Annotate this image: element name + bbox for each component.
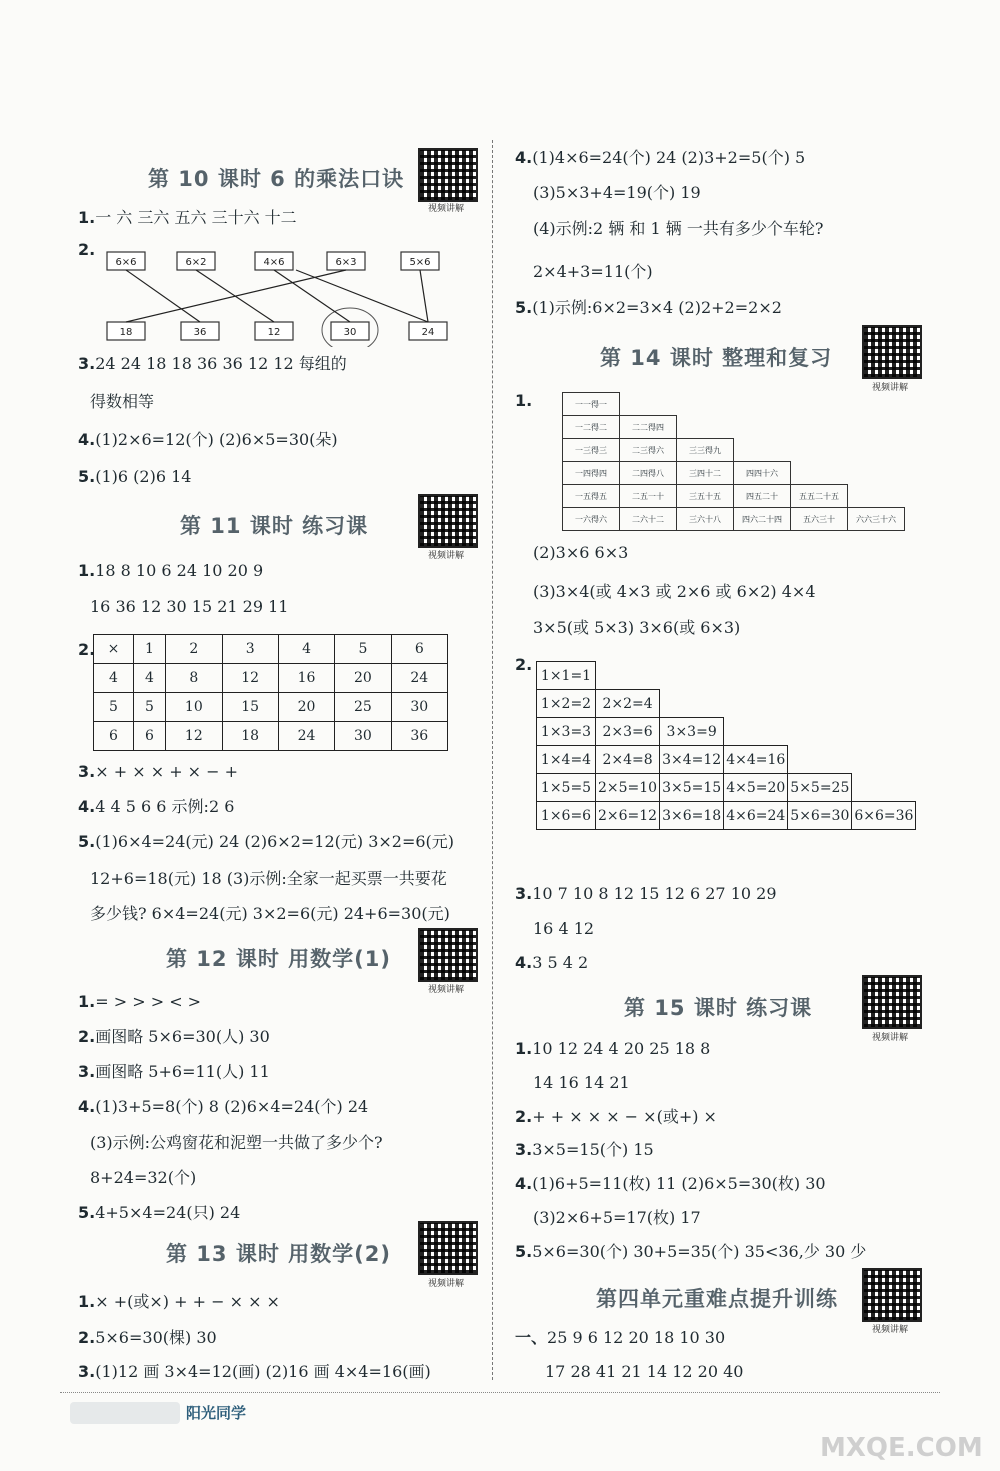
rhyme-cell: 三六十八: [677, 508, 734, 531]
multiplication-rhyme-table: [562, 392, 905, 531]
q-number: 3.: [78, 762, 96, 781]
q-number: 4.: [78, 1097, 96, 1116]
q-number: 2.: [515, 1107, 533, 1126]
empty-cell: [724, 718, 788, 746]
q-number: 2.: [78, 1328, 96, 1347]
multiplication-grid: [93, 634, 448, 751]
q-number: 2.: [78, 1027, 96, 1046]
q-number: 5.: [515, 1242, 533, 1261]
table-cell: 4: [133, 664, 165, 693]
mult-cell: 3×5=15: [660, 774, 724, 802]
mult-cell: 4×4=16: [724, 746, 788, 774]
table-cell: 18: [222, 722, 278, 751]
answer-line: (3)5×3+4=19(个) 19: [533, 183, 701, 202]
empty-cell: [848, 439, 905, 462]
qr-code-icon[interactable]: [862, 325, 922, 379]
mult-cell: 1×2=2: [537, 690, 596, 718]
answer-line: 2×4+3=11(个): [533, 262, 653, 281]
mult-cell: 2×3=6: [596, 718, 660, 746]
mult-cell: 4×6=24: [724, 802, 788, 830]
answer-line: × +(或×) + + − × × ×: [95, 1292, 280, 1311]
table-cell: 4: [278, 635, 334, 664]
rhyme-cell: 一一得一: [563, 393, 620, 416]
rhyme-cell: 四六二十四: [734, 508, 791, 531]
rhyme-cell: 三三得九: [677, 439, 734, 462]
unit-4-title: 第四单元重难点提升训练: [596, 1287, 838, 1311]
answer-line: 8+24=32(个): [90, 1168, 197, 1187]
rhyme-cell: 五六三十: [791, 508, 848, 531]
mult-cell: 5×5=25: [788, 774, 852, 802]
qr-code-icon[interactable]: [862, 1268, 922, 1322]
table-cell: 2: [166, 635, 222, 664]
rhyme-cell: 二四得八: [620, 462, 677, 485]
table-cell: ×: [94, 635, 134, 664]
empty-cell: [724, 662, 788, 690]
answer-line: 画图略 5×6=30(人) 30: [95, 1027, 270, 1046]
match-label-bottom: 30: [343, 327, 357, 338]
qr-code-icon[interactable]: [862, 975, 922, 1029]
qr-code-icon[interactable]: [418, 148, 478, 202]
q-number: 一、: [515, 1328, 548, 1347]
table-cell: 5: [335, 635, 391, 664]
answer-line: (1)3+5=8(个) 8 (2)6×4=24(个) 24: [95, 1097, 369, 1116]
rhyme-cell: 一六得六: [563, 508, 620, 531]
mult-cell: 5×6=30: [788, 802, 852, 830]
empty-cell: [852, 774, 916, 802]
match-line: [126, 270, 200, 322]
table-cell: 30: [391, 693, 447, 722]
q-number: 5.: [515, 298, 533, 317]
brand-logo: 阳光同学: [186, 1404, 247, 1422]
answer-line: (1)6+5=11(枚) 11 (2)6×5=30(枚) 30: [532, 1174, 826, 1193]
empty-cell: [788, 746, 852, 774]
rhyme-cell: 二二得四: [620, 416, 677, 439]
table-cell: 20: [335, 664, 391, 693]
table-cell: 12: [166, 722, 222, 751]
table-row: [537, 690, 916, 718]
table-cell: 6: [391, 635, 447, 664]
lesson-13-title: 第 13 课时 用数学(2): [166, 1242, 391, 1266]
footer-logo-icon: [70, 1402, 180, 1424]
q-number: 4.: [515, 953, 533, 972]
empty-cell: [791, 393, 848, 416]
match-label-top: 6×3: [335, 257, 357, 268]
answer-line: 3×5=15(个) 15: [532, 1140, 654, 1159]
answer-line: 24 24 18 18 36 36 12 12 每组的: [95, 354, 347, 373]
answer-line: (1)6 (2)6 14: [95, 467, 192, 486]
q-number: 4.: [78, 797, 96, 816]
answer-line: = > > > < >: [95, 992, 202, 1011]
table-row: [563, 439, 905, 462]
table-cell: 4: [94, 664, 134, 693]
rhyme-cell: 二五一十: [620, 485, 677, 508]
table-row: [94, 722, 448, 751]
table-row: [537, 774, 916, 802]
qr-caption: 视频讲解: [871, 383, 908, 393]
answer-line: × + × × + × − +: [95, 762, 239, 781]
watermark: MXQE.COM: [820, 1433, 983, 1463]
answer-line: (1)12 画 3×4=12(画) (2)16 画 4×4=16(画): [95, 1362, 431, 1381]
empty-cell: [791, 462, 848, 485]
answer-line: 16 4 12: [533, 919, 595, 938]
answer-line: 得数相等: [90, 392, 155, 411]
match-label-bottom: 18: [119, 327, 133, 338]
mult-cell: 2×4=8: [596, 746, 660, 774]
empty-cell: [852, 746, 916, 774]
match-label-bottom: 24: [421, 327, 435, 338]
rhyme-cell: 一五得五: [563, 485, 620, 508]
empty-cell: [660, 690, 724, 718]
qr-code-icon[interactable]: [418, 494, 478, 548]
table-cell: 3: [222, 635, 278, 664]
answer-line: 16 36 12 30 15 21 29 11: [90, 597, 289, 616]
q-number: 2.: [78, 240, 96, 259]
table-row: [563, 416, 905, 439]
table-row: [94, 664, 448, 693]
mult-cell: 2×2=4: [596, 690, 660, 718]
answer-line: 一 六 三六 五六 三十六 十二: [95, 208, 297, 227]
match-label-top: 6×6: [115, 257, 137, 268]
empty-cell: [660, 662, 724, 690]
empty-cell: [620, 393, 677, 416]
column-divider: [492, 140, 493, 1380]
match-line: [296, 270, 428, 322]
rhyme-cell: 一三得三: [563, 439, 620, 462]
table-cell: 10: [166, 693, 222, 722]
q-number: 3.: [78, 1362, 96, 1381]
q-number: 2.: [78, 640, 96, 659]
table-row: [537, 718, 916, 746]
q-number: 3.: [515, 1140, 533, 1159]
rhyme-cell: 一二得二: [563, 416, 620, 439]
rhyme-cell: 三四十二: [677, 462, 734, 485]
table-cell: 36: [391, 722, 447, 751]
answer-line: (1)示例:6×2=3×4 (2)2+2=2×2: [532, 298, 782, 317]
lesson-15-title: 第 15 课时 练习课: [624, 996, 813, 1020]
qr-caption: 视频讲解: [427, 204, 464, 214]
mult-cell: 4×5=20: [724, 774, 788, 802]
empty-cell: [848, 393, 905, 416]
answer-line: 18 8 10 6 24 10 20 9: [95, 561, 264, 580]
answer-line: 12+6=18(元) 18 (3)示例:全家一起买票一共要花: [90, 869, 447, 888]
answer-line: (2)3×6 6×3: [533, 543, 629, 562]
empty-cell: [734, 393, 791, 416]
table-row: [537, 662, 916, 690]
answer-line: (1)2×6=12(个) (2)6×5=30(朵): [95, 430, 338, 449]
match-label-top: 4×6: [263, 257, 285, 268]
answer-line: 10 12 24 4 20 25 18 8: [532, 1039, 711, 1058]
lesson-12-title: 第 12 课时 用数学(1): [166, 947, 391, 971]
answer-line: 3 5 4 2: [532, 953, 589, 972]
mult-cell: 1×5=5: [537, 774, 596, 802]
empty-cell: [852, 690, 916, 718]
table-row: [537, 746, 916, 774]
empty-cell: [852, 718, 916, 746]
q-number: 3.: [78, 1062, 96, 1081]
rhyme-cell: 四五二十: [734, 485, 791, 508]
mult-cell: 3×3=9: [660, 718, 724, 746]
answer-line: + + × × × − ×(或+) ×: [532, 1107, 717, 1126]
table-row: [563, 462, 905, 485]
qr-code-icon[interactable]: [418, 1221, 478, 1275]
empty-cell: [788, 662, 852, 690]
mult-cell: 2×5=10: [596, 774, 660, 802]
mult-cell: 1×4=4: [537, 746, 596, 774]
q-number: 4.: [78, 430, 96, 449]
empty-cell: [734, 416, 791, 439]
empty-cell: [734, 439, 791, 462]
match-line: [420, 270, 428, 322]
table-cell: 12: [222, 664, 278, 693]
table-row: [563, 393, 905, 416]
q-number: 1.: [515, 1039, 533, 1058]
q-number: 1.: [78, 992, 96, 1011]
answer-line: 3×5(或 5×3) 3×6(或 6×3): [533, 618, 741, 637]
table-cell: 15: [222, 693, 278, 722]
answer-line: 25 9 6 12 20 18 10 30: [547, 1328, 726, 1347]
qr-caption: 视频讲解: [871, 1325, 908, 1335]
empty-cell: [848, 462, 905, 485]
multiplication-staircase-table: [536, 661, 916, 830]
qr-caption: 视频讲解: [427, 1279, 464, 1289]
rhyme-cell: 二六十二: [620, 508, 677, 531]
mult-cell: 1×1=1: [537, 662, 596, 690]
empty-cell: [724, 690, 788, 718]
table-cell: 8: [166, 664, 222, 693]
mult-cell: 1×3=3: [537, 718, 596, 746]
answer-line: (1)4×6=24(个) 24 (2)3+2=5(个) 5: [532, 148, 806, 167]
empty-cell: [852, 662, 916, 690]
q-number: 5.: [78, 467, 96, 486]
answer-line: (3)3×4(或 4×3 或 2×6 或 6×2) 4×4: [533, 582, 816, 601]
mult-cell: 3×4=12: [660, 746, 724, 774]
qr-caption: 视频讲解: [871, 1033, 908, 1043]
table-row: [94, 635, 448, 664]
answer-line: (4)示例:2 辆 和 1 辆 一共有多少个车轮?: [533, 219, 824, 238]
empty-cell: [788, 718, 852, 746]
rhyme-cell: 五五二十五: [791, 485, 848, 508]
q-number: 1.: [78, 1292, 96, 1311]
table-cell: 6: [133, 722, 165, 751]
answer-line: 4+5×4=24(只) 24: [95, 1203, 241, 1222]
answer-line: 多少钱? 6×4=24(元) 3×2=6(元) 24+6=30(元): [90, 904, 450, 923]
empty-cell: [677, 416, 734, 439]
qr-caption: 视频讲解: [427, 985, 464, 995]
empty-cell: [791, 439, 848, 462]
table-row: [563, 485, 905, 508]
empty-cell: [677, 393, 734, 416]
rhyme-cell: 二三得六: [620, 439, 677, 462]
table-cell: 1: [133, 635, 165, 664]
answer-line: 10 7 10 8 12 15 12 6 27 10 29: [532, 884, 777, 903]
mult-cell: 3×6=18: [660, 802, 724, 830]
q-number: 1.: [515, 391, 533, 410]
empty-cell: [788, 690, 852, 718]
match-label-top: 6×2: [185, 257, 207, 268]
table-cell: 6: [94, 722, 134, 751]
rhyme-cell: 四四十六: [734, 462, 791, 485]
match-label-bottom: 36: [193, 327, 207, 338]
answer-line: 4 4 5 6 6 示例:2 6: [95, 797, 235, 816]
empty-cell: [848, 416, 905, 439]
rhyme-cell: 六六三十六: [848, 508, 905, 531]
mult-cell: 6×6=36: [852, 802, 916, 830]
q-number: 5.: [78, 1203, 96, 1222]
table-cell: 5: [94, 693, 134, 722]
table-cell: 25: [335, 693, 391, 722]
answer-line: 14 16 14 21: [533, 1073, 630, 1092]
matching-diagram: [95, 242, 455, 347]
answer-line: (3)2×6+5=17(枚) 17: [533, 1208, 701, 1227]
answer-line: 17 28 41 21 14 12 20 40: [545, 1362, 744, 1381]
answer-line: (1)6×4=24(元) 24 (2)6×2=12(元) 3×2=6(元): [95, 832, 455, 851]
lesson-11-title: 第 11 课时 练习课: [180, 514, 369, 538]
table-cell: 5: [133, 693, 165, 722]
table-cell: 30: [335, 722, 391, 751]
mult-cell: 2×6=12: [596, 802, 660, 830]
mult-cell: 1×6=6: [537, 802, 596, 830]
q-number: 3.: [78, 354, 96, 373]
match-label-top: 5×6: [409, 257, 431, 268]
q-number: 5.: [78, 832, 96, 851]
q-number: 4.: [515, 1174, 533, 1193]
table-row: [563, 508, 905, 531]
q-number: 1.: [78, 208, 96, 227]
footer-rule: [60, 1392, 940, 1393]
q-number: 3.: [515, 884, 533, 903]
rhyme-cell: 一四得四: [563, 462, 620, 485]
empty-cell: [791, 416, 848, 439]
q-number: 4.: [515, 148, 533, 167]
q-number: 2.: [515, 655, 533, 674]
lesson-14-title: 第 14 课时 整理和复习: [600, 346, 833, 370]
qr-code-icon[interactable]: [418, 928, 478, 982]
answer-line: (3)示例:公鸡窗花和泥塑一共做了多少个?: [90, 1133, 383, 1152]
table-cell: 16: [278, 664, 334, 693]
empty-cell: [596, 662, 660, 690]
table-row: [94, 693, 448, 722]
q-number: 1.: [78, 561, 96, 580]
empty-cell: [848, 485, 905, 508]
table-cell: 20: [278, 693, 334, 722]
answer-line: 画图略 5+6=11(人) 11: [95, 1062, 270, 1081]
rhyme-cell: 三五十五: [677, 485, 734, 508]
answer-line: 5×6=30(棵) 30: [95, 1328, 217, 1347]
qr-caption: 视频讲解: [427, 551, 464, 561]
table-cell: 24: [391, 664, 447, 693]
match-label-bottom: 12: [267, 327, 281, 338]
lesson-10-title: 第 10 课时 6 的乘法口诀: [148, 167, 405, 191]
table-cell: 24: [278, 722, 334, 751]
answer-line: 5×6=30(个) 30+5=35(个) 35<36,少 30 少: [532, 1242, 867, 1261]
table-row: [537, 802, 916, 830]
